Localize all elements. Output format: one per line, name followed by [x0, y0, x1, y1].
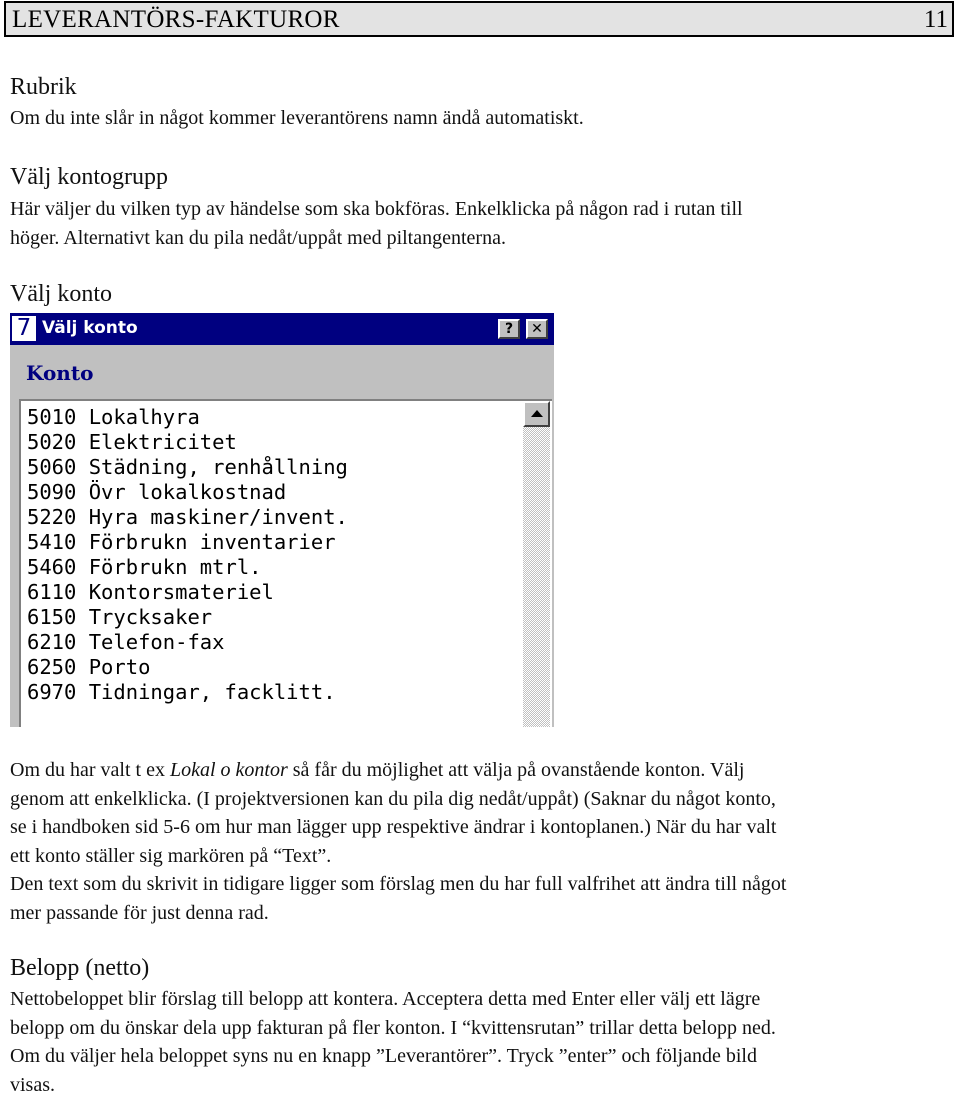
- text-line: Om du inte slår in något kommer leverantörens namn ändå automatiskt.: [10, 107, 584, 129]
- heading-rubrik: Rubrik: [10, 74, 77, 100]
- page-header: [4, 1, 954, 37]
- list-item-5460[interactable]: 5460 Förbrukn mtrl.: [27, 555, 262, 579]
- heading-konto: Välj konto: [10, 281, 112, 307]
- page-header-title: LEVERANTÖRS-FAKTUROR: [12, 6, 340, 33]
- list-item-5060[interactable]: 5060 Städning, renhållning: [27, 455, 348, 479]
- list-item-5220[interactable]: 5220 Hyra maskiner/invent.: [27, 505, 348, 529]
- heading-kontogrupp: Välj kontogrupp: [10, 164, 168, 190]
- dialog-titlebar[interactable]: [10, 313, 554, 345]
- list-item-5090[interactable]: 5090 Övr lokalkostnad: [27, 480, 287, 504]
- list-item-6250[interactable]: 6250 Porto: [27, 655, 151, 679]
- text-line: ett konto ställer sig markören på “Text”.: [10, 844, 332, 867]
- text-fragment: så får du möjlighet att välja på ovanstående konton. Välj: [287, 759, 745, 781]
- paragraph-kontogrupp: [10, 195, 950, 252]
- help-icon[interactable]: ?: [498, 319, 520, 339]
- text-line: belopp om du önskar dela upp fakturan på fler konton. I “kvittensrutan” trillar detta belopp ned.: [10, 1016, 776, 1039]
- paragraph-belopp: [10, 985, 950, 1099]
- text-line: Den text som du skrivit in tidigare ligger som förslag men du har full valfrihet att ändra till något: [10, 873, 787, 896]
- paragraph-rubrik: [10, 104, 950, 133]
- text-line: genom att enkelklicka. (I projektversionen kan du pila dig nedåt/uppåt) (Saknar du något konto,: [10, 787, 776, 810]
- text-fragment: Om du har valt t ex: [10, 759, 170, 781]
- text-line: visas.: [10, 1073, 55, 1096]
- heading-belopp: Belopp (netto): [10, 955, 150, 981]
- paragraph-konto: [10, 756, 950, 928]
- list-item-5410[interactable]: 5410 Förbrukn inventarier: [27, 530, 336, 554]
- list-item-6210[interactable]: 6210 Telefon-fax: [27, 630, 225, 654]
- konto-group-label: Konto: [26, 361, 94, 385]
- scroll-up-arrow-icon: [531, 410, 543, 417]
- account-listbox[interactable]: [19, 399, 552, 727]
- text-line: mer passande för just denna rad.: [10, 901, 269, 924]
- text-line: Nettobeloppet blir förslag till belopp att kontera. Acceptera detta med Enter eller välj ett lägre: [10, 988, 761, 1010]
- list-item-6150[interactable]: 6150 Trycksaker: [27, 605, 213, 629]
- close-icon[interactable]: ✕: [526, 319, 548, 339]
- list-item-5010[interactable]: 5010 Lokalhyra: [27, 405, 200, 429]
- list-item-6970[interactable]: 6970 Tidningar, facklitt.: [27, 680, 336, 704]
- text-line: [10, 756, 950, 785]
- page-number: 11: [923, 6, 948, 33]
- text-line: Här väljer du vilken typ av händelse som ska bokföras. Enkelklicka på någon rad i rutan till: [10, 198, 743, 220]
- list-item-6110[interactable]: 6110 Kontorsmateriel: [27, 580, 274, 604]
- valj-konto-dialog: [10, 313, 554, 727]
- text-line: se i handboken sid 5-6 om hur man lägger upp respektive ändrar i kontoplanen.) När du har valt: [10, 816, 777, 839]
- app-icon: 7: [12, 316, 36, 341]
- vertical-scrollbar[interactable]: [523, 401, 550, 727]
- emphasis-lokal-o-kontor: Lokal o kontor: [169, 759, 288, 781]
- text-line: Om du väljer hela beloppet syns nu en knapp ”Leverantörer”. Tryck ”enter” och följande bild: [10, 1045, 757, 1068]
- scroll-up-button[interactable]: [523, 401, 550, 427]
- dialog-title: Välj konto: [42, 318, 138, 338]
- list-item-5020[interactable]: 5020 Elektricitet: [27, 430, 237, 454]
- text-line: höger. Alternativt kan du pila nedåt/uppåt med piltangenterna.: [10, 226, 506, 249]
